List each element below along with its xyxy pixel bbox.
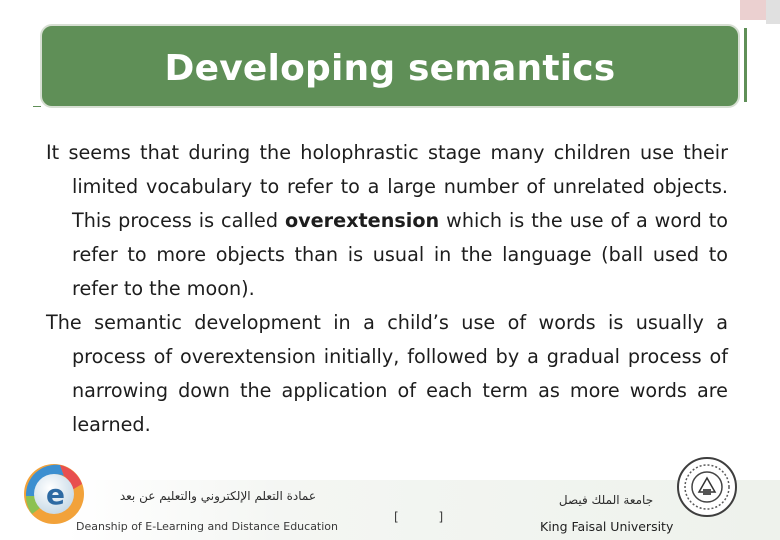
university-seal-icon — [676, 456, 738, 518]
slide-title: Developing semantics — [164, 48, 616, 89]
paragraph-1-text-b: which is the use of a word to refer to more objects than is usual in the language (ball used to refer to the moon). — [72, 209, 728, 300]
corner-accent-pink — [740, 0, 766, 20]
paragraph-semantic-development: The semantic development in a child’s use of words is usually a process of overextension initially, followed by a gradual process of narrowing down the application of each term as more words are learned. — [46, 311, 728, 436]
paragraph-1-text-a: It seems that during the holophrastic stage many children use their limited vocabulary to refer to a large number of unrelated objects. This process is called — [46, 141, 728, 232]
term-overextension: overextension — [284, 209, 440, 232]
deanship-arabic: عمادة التعلم الإلكتروني والتعليم عن بعد — [119, 489, 316, 503]
slide-body — [46, 136, 728, 442]
page-number: [ ] — [394, 510, 462, 524]
e-learning-logo-icon — [20, 456, 90, 528]
corner-accent-grey — [766, 0, 780, 24]
title-accent-line — [744, 28, 747, 102]
university-english: King Faisal University — [540, 519, 674, 534]
university-arabic: جامعة الملك فيصل — [558, 493, 654, 507]
title-banner — [40, 24, 740, 108]
svg-text:e: e — [46, 478, 65, 511]
paragraph-overextension — [46, 136, 728, 306]
title-accent-tick — [33, 106, 41, 107]
deanship-english: Deanship of E-Learning and Distance Education — [76, 520, 339, 533]
